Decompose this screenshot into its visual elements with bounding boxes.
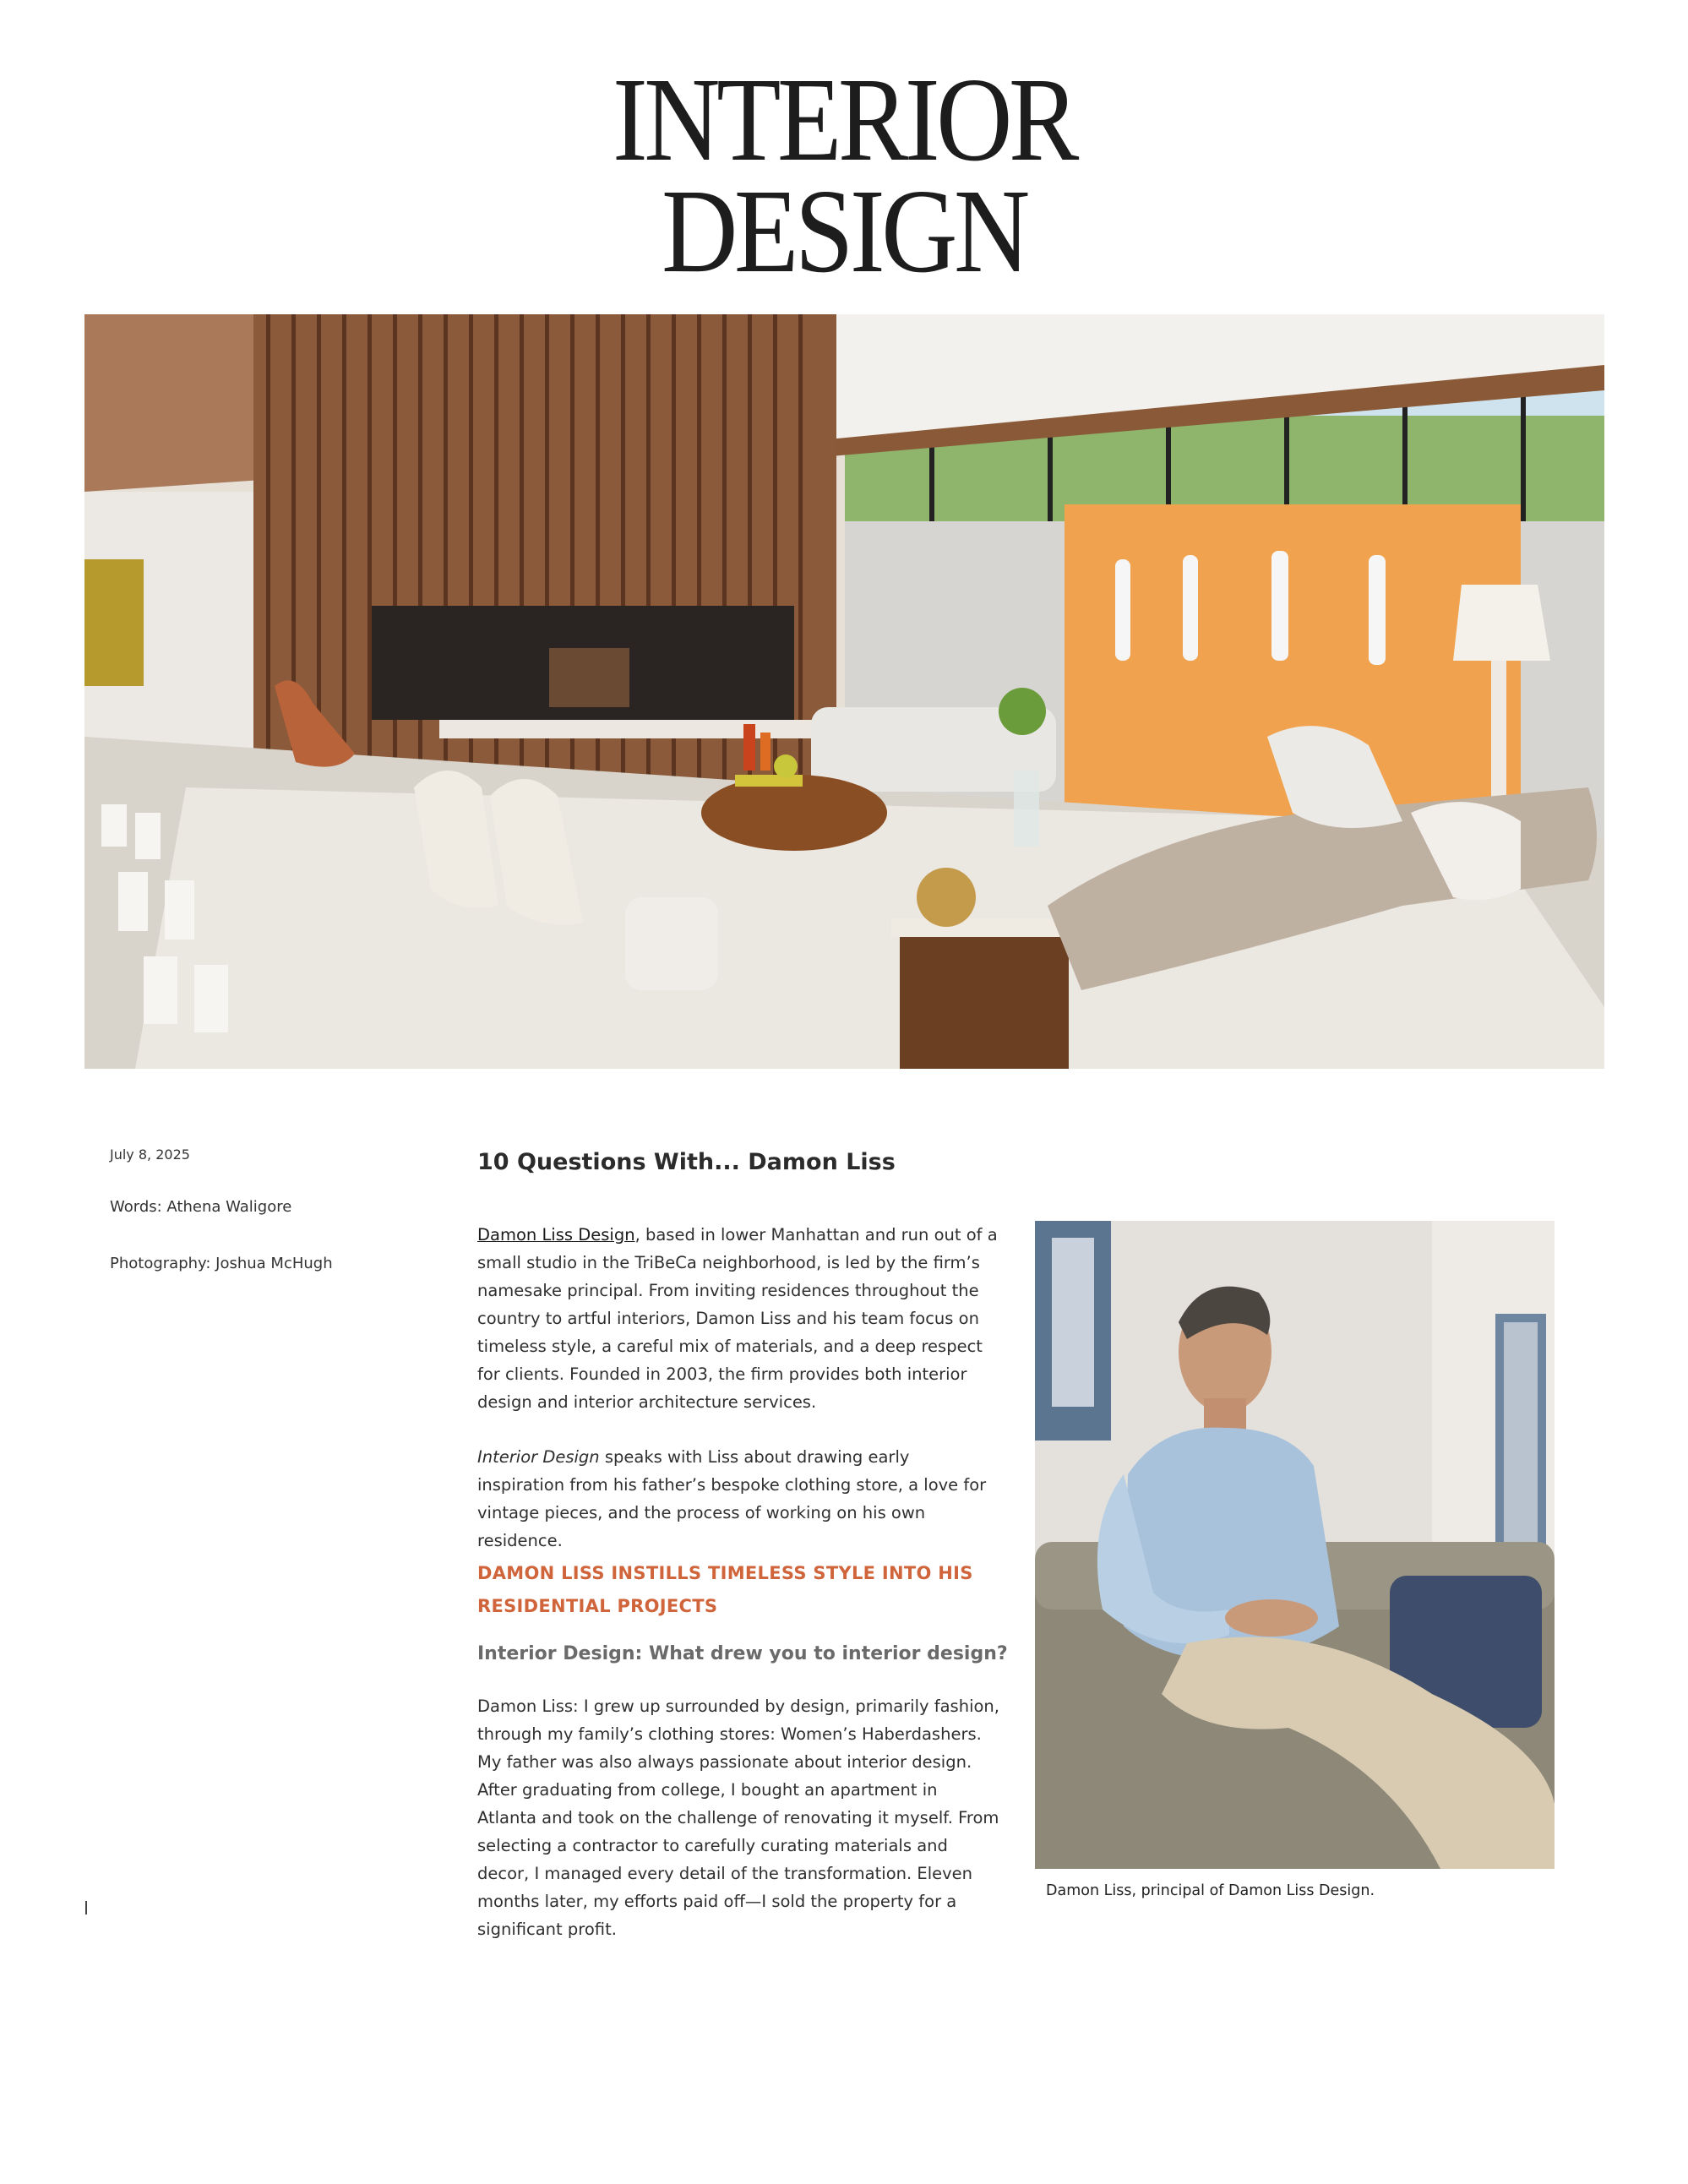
page-marker bbox=[85, 1901, 87, 1914]
second-paragraph bbox=[477, 1443, 1001, 1555]
article-title: 10 Questions With... Damon Liss bbox=[477, 1149, 896, 1175]
publication-name: Interior Design bbox=[477, 1447, 600, 1467]
living-room-photo-icon bbox=[84, 314, 1604, 1069]
firm-link[interactable]: Damon Liss Design bbox=[477, 1225, 635, 1244]
answer-text: Damon Liss: I grew up surrounded by design, primarily fashion, through my family’s clothing stores: Women’s Haberdashers. My father was also always passionate about interior design. After graduating from college, I bought an apartment in Atlanta and took on the challenge of renovating it myself. From selecting a contractor to carefully curating materials and decor, I managed every detail of the transformation. Eleven months later, my efforts paid off—I sold the property for a significant profit. bbox=[477, 1697, 999, 1939]
masthead-logo bbox=[0, 52, 1688, 297]
portrait-caption: Damon Liss, principal of Damon Liss Design. bbox=[1046, 1882, 1375, 1899]
second-paragraph-text: speaks with Liss about drawing early inspiration from his father’s bespoke clothing store, a love for vintage pieces, and the process of working on his own residence. bbox=[477, 1447, 987, 1550]
hero-image bbox=[84, 314, 1604, 1069]
masthead-line-2: DESIGN bbox=[662, 163, 1026, 297]
portrait-photo-icon bbox=[1035, 1221, 1555, 1869]
interview-answer bbox=[477, 1692, 1001, 1943]
intro-paragraph bbox=[477, 1221, 1001, 1416]
masthead-line-1: INTERIOR bbox=[613, 52, 1075, 186]
author-credit: Words: Athena Waligore bbox=[110, 1198, 292, 1216]
interview-question: Interior Design: What drew you to interior design? bbox=[477, 1643, 1008, 1664]
publish-date: July 8, 2025 bbox=[110, 1146, 190, 1163]
intro-text: , based in lower Manhattan and run out of a small studio in the TriBeCa neighborhood, is led by the firm’s namesake principal. From inviting residences throughout the country to artful interiors, Damon Liss and his team focus on timeless style, a careful mix of materials, and a deep respect for clients. Founded in 2003, the firm provides both interior design and interior architecture services. bbox=[477, 1225, 998, 1412]
photography-credit: Photography: Joshua McHugh bbox=[110, 1255, 333, 1272]
section-subhead: DAMON LISS INSTILLS TIMELESS STYLE INTO HIS RESIDENTIAL PROJECTS bbox=[477, 1563, 973, 1616]
portrait-image bbox=[1035, 1221, 1555, 1869]
